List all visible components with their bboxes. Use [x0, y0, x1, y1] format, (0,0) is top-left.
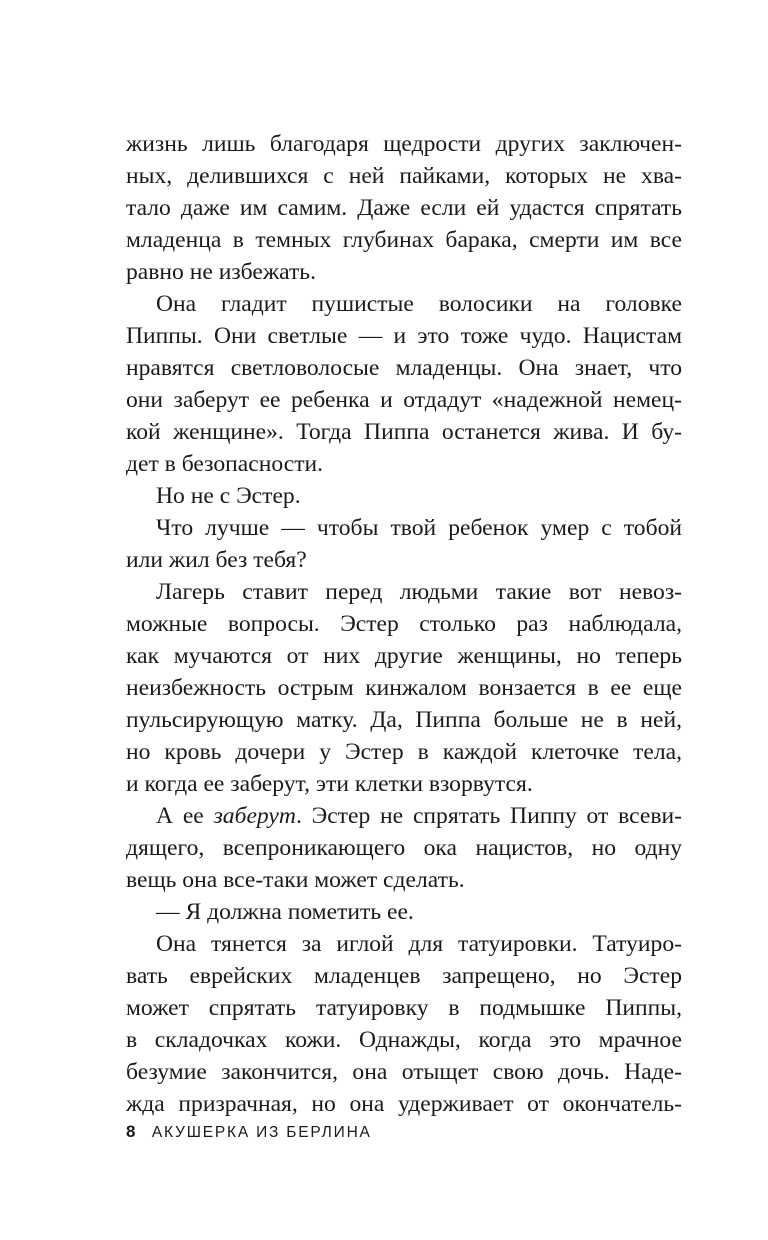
text-run: . Эстер не спрятать Пиппу от всеви- — [295, 803, 683, 829]
text-line: ных, делившихся с ней пайками, которых не хва- — [126, 163, 682, 189]
text-line-with-italic — [126, 800, 682, 832]
text-line: нравятся светловолосые младенцы. Она знает, что — [126, 355, 682, 381]
text-line: жизнь лишь благодаря щедрости других заключен- — [126, 131, 682, 157]
text-line: безумие закончится, она отыщет свою дочь. Наде- — [126, 1059, 682, 1085]
text-line: может спрятать татуировку в подмышке Пиппы, — [126, 995, 682, 1021]
text-line: в складочках кожи. Однажды, когда это мрачное — [126, 1027, 682, 1053]
text-line: Пиппы. Они светлые — и это тоже чудо. Нацистам — [126, 323, 682, 349]
text-line: или жил без тебя? — [126, 547, 307, 573]
text-line: кой женщине». Тогда Пиппа останется жива. И бу- — [126, 419, 682, 445]
text-line: Лагерь ставит перед людьми такие вот невоз- — [156, 579, 682, 605]
text-line: Она тянется за иглой для татуировки. Татуиро- — [156, 931, 682, 957]
text-line: Она гладит пушистые волосики на головке — [156, 291, 682, 317]
text-line: Но не с Эстер. — [156, 483, 301, 509]
text-run: А ее — [156, 803, 214, 829]
text-line: можные вопросы. Эстер столько раз наблюдала, — [126, 611, 682, 637]
text-line: и когда ее заберут, эти клетки взорвутся. — [126, 771, 533, 797]
dialogue-line: — Я должна пометить ее. — [156, 899, 414, 925]
text-line: вать еврейских младенцев запрещено, но Эстер — [126, 963, 682, 989]
text-line: неизбежность острым кинжалом вонзается в ее еще — [126, 675, 682, 701]
text-line: жда призрачная, но она удерживает от окончатель- — [126, 1091, 682, 1117]
italic-word: заберут — [213, 803, 296, 829]
text-line: вещь она все-таки может сделать. — [126, 867, 465, 893]
text-line: младенца в темных глубинах барака, смерти им все — [126, 227, 682, 253]
text-line: дящего, всепроникающего ока нацистов, но одну — [126, 835, 682, 861]
text-line: как мучаются от них другие женщины, но теперь — [126, 643, 682, 669]
page-number: 8 — [126, 1122, 136, 1141]
text-line: они заберут ее ребенка и отдадут «надежной немец- — [126, 387, 682, 413]
page-footer — [126, 1120, 372, 1144]
text-line: пульсирующую матку. Да, Пиппа больше не в ней, — [126, 707, 682, 733]
body-text — [126, 128, 682, 1120]
running-title: АКУШЕРКА ИЗ БЕРЛИНА — [151, 1124, 372, 1141]
text-line: равно не избежать. — [126, 259, 316, 285]
text-line: тало даже им самим. Даже если ей удастся спрятать — [126, 195, 682, 221]
text-line: дет в безопасности. — [126, 451, 324, 477]
text-line: Что лучше — чтобы твой ребенок умер с тобой — [156, 515, 682, 541]
text-line: но кровь дочери у Эстер в каждой клеточке тела, — [126, 739, 682, 765]
